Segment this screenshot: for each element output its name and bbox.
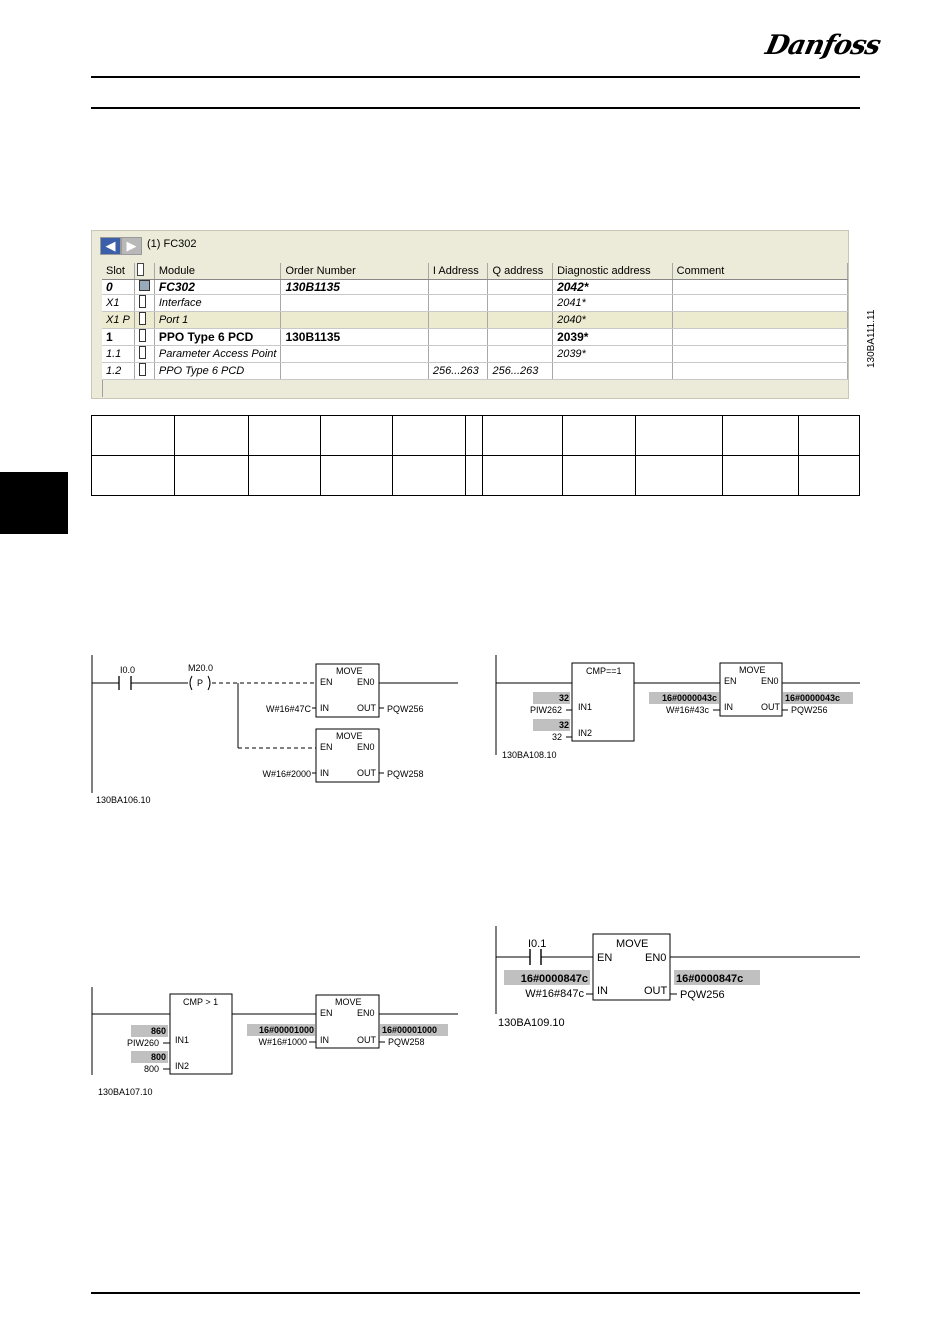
danfoss-logo: Danfoss: [762, 30, 883, 61]
diag-cell: 2042*: [553, 280, 673, 295]
back-arrow-icon[interactable]: ◀: [100, 237, 121, 255]
move-in-live: 16#0000847c: [520, 973, 588, 985]
comment-cell: [672, 280, 847, 295]
move-in: IN: [320, 1035, 329, 1045]
move2-title: MOVE: [336, 731, 363, 741]
diag-cell: 2040*: [553, 312, 673, 329]
move2-en: EN: [320, 742, 333, 752]
module-row[interactable]: [102, 346, 848, 363]
move-eno: EN0: [357, 1008, 375, 1018]
qaddr-cell: [488, 280, 553, 295]
fig106-code: 130BA106.10: [96, 795, 151, 805]
move-title: MOVE: [616, 938, 649, 950]
chapter-tab: [0, 472, 68, 534]
move1-in-value: W#16#47C: [265, 704, 311, 714]
move1-eno: EN0: [357, 677, 375, 687]
cmp-in1: IN1: [175, 1035, 190, 1045]
in1-src: PIW260: [126, 1038, 159, 1048]
move-eno: EN0: [761, 676, 779, 686]
header-rule-bottom: [91, 107, 860, 109]
module-row[interactable]: [102, 312, 848, 329]
in1-live: 32: [558, 693, 569, 703]
slot-cell: X1 P: [102, 312, 134, 329]
in2-src: 32: [551, 732, 562, 742]
move-in: IN: [597, 985, 608, 997]
col-slot: Slot: [102, 263, 134, 280]
move1-in: IN: [320, 703, 329, 713]
col-q-address: Q address: [488, 263, 553, 280]
cmp-title: CMP > 1: [183, 997, 219, 1007]
empty-grid-table: [91, 415, 860, 496]
in2-live: 32: [558, 720, 569, 730]
coil-symbol: P: [197, 678, 204, 688]
module-cell: PPO Type 6 PCD: [154, 329, 281, 346]
move-en: EN: [320, 1008, 333, 1018]
col-module: Module: [154, 263, 281, 280]
fig108-code: 130BA108.10: [502, 750, 557, 760]
diag-cell: 2039*: [553, 329, 673, 346]
move-eno: EN0: [645, 952, 667, 964]
move-out: OUT: [644, 985, 668, 997]
in2-src: 800: [143, 1064, 159, 1074]
move-out-live: 16#0000847c: [676, 973, 744, 985]
module-row[interactable]: [102, 329, 848, 346]
qaddr-cell: 256...263: [488, 363, 553, 380]
move1-title: MOVE: [336, 666, 363, 676]
module-cell: Parameter Access Point: [154, 346, 281, 363]
module-table-header: [102, 263, 848, 280]
iaddr-cell: [428, 329, 488, 346]
comment-cell: [672, 329, 847, 346]
move-out-live: 16#0000043c: [785, 693, 841, 703]
move-in: IN: [724, 702, 733, 712]
move1-out: OUT: [357, 703, 376, 713]
col-order-number: Order Number: [281, 263, 428, 280]
diag-cell: [553, 363, 673, 380]
move2-eno: EN0: [357, 742, 375, 752]
footer-rule: [91, 1292, 860, 1294]
move-out: OUT: [357, 1035, 376, 1045]
fig107-code: 130BA107.10: [98, 1087, 153, 1097]
iaddr-cell: [428, 312, 488, 329]
slot-cell: 1.2: [102, 363, 134, 380]
move-in-live: 16#0000043c: [661, 693, 717, 703]
move2-out-value: PQW258: [387, 769, 424, 779]
module-icon: [134, 346, 154, 363]
diag-cell: 2039*: [553, 346, 673, 363]
slot-cell: 1.1: [102, 346, 134, 363]
col-i-address: I Address: [428, 263, 488, 280]
ladder-fig106: [88, 655, 463, 810]
order-cell: [281, 295, 428, 312]
comment-cell: [672, 295, 847, 312]
move-title: MOVE: [335, 997, 362, 1007]
move-in-src: W#16#1000: [258, 1037, 307, 1047]
grid-row: [92, 456, 860, 496]
move-in-src: W#16#43c: [665, 705, 709, 715]
move-title: MOVE: [739, 665, 766, 675]
module-cell: Interface: [154, 295, 281, 312]
move-in-src: W#16#847c: [525, 988, 584, 1000]
module-cell: Port 1: [154, 312, 281, 329]
move-out-live: 16#00001000: [382, 1025, 438, 1035]
ladder-fig109: [494, 926, 864, 1031]
move-en: EN: [724, 676, 737, 686]
module-icon: [134, 280, 154, 295]
move2-in-value: W#16#2000: [262, 769, 311, 779]
cmp-in2: IN2: [175, 1061, 190, 1071]
contact-label: I0.0: [120, 665, 136, 675]
forward-arrow-icon[interactable]: ▶: [121, 237, 142, 255]
cmp-in1: IN1: [578, 702, 593, 712]
move-out-dst: PQW258: [388, 1037, 425, 1047]
comment-cell: [672, 346, 847, 363]
hw-config-panel: [91, 230, 849, 399]
comment-cell: [672, 312, 847, 329]
order-cell: [281, 312, 428, 329]
move-en: EN: [597, 952, 613, 964]
qaddr-cell: [488, 329, 553, 346]
move2-out: OUT: [357, 768, 376, 778]
qaddr-cell: [488, 312, 553, 329]
in1-live: 860: [150, 1026, 166, 1036]
in2-live: 800: [150, 1052, 166, 1062]
fig109-code: 130BA109.10: [498, 1017, 565, 1029]
module-row[interactable]: [102, 295, 848, 312]
in1-src: PIW262: [529, 705, 562, 715]
ladder-fig107: [88, 987, 463, 1099]
grid-row: [92, 416, 860, 456]
col-icon: [134, 263, 154, 280]
order-cell: [281, 346, 428, 363]
slot-cell: X1: [102, 295, 134, 312]
slot-cell: 1: [102, 329, 134, 346]
station-label: (1) FC302: [147, 238, 197, 250]
cmp-in2: IN2: [578, 728, 593, 738]
order-cell: 130B1135: [281, 329, 428, 346]
module-icon: [134, 329, 154, 346]
qaddr-cell: [488, 295, 553, 312]
move-out-dst: PQW256: [791, 705, 828, 715]
module-icon: [134, 295, 154, 312]
move2-in: IN: [320, 768, 329, 778]
cmp-title: CMP==1: [586, 666, 622, 676]
iaddr-cell: [428, 295, 488, 312]
module-row[interactable]: [102, 363, 848, 380]
qaddr-cell: [488, 346, 553, 363]
ladder-fig108: [494, 655, 864, 765]
move1-en: EN: [320, 677, 333, 687]
col-comment: Comment: [672, 263, 847, 280]
module-row[interactable]: [102, 280, 848, 295]
col-diagnostic-address: Diagnostic address: [553, 263, 673, 280]
comment-cell: [672, 363, 847, 380]
contact-label: I0.1: [528, 938, 547, 950]
move-out-dst: PQW256: [680, 989, 725, 1001]
coil-label: M20.0: [188, 663, 214, 673]
move-in-live: 16#00001000: [258, 1025, 314, 1035]
iaddr-cell: 256...263: [428, 363, 488, 380]
module-table: [102, 263, 848, 380]
diag-cell: 2041*: [553, 295, 673, 312]
iaddr-cell: [428, 280, 488, 295]
header-rule-top: [91, 76, 860, 78]
module-cell: PPO Type 6 PCD: [154, 363, 281, 380]
figure-code: 130BA111.11: [866, 309, 877, 368]
move1-out-value: PQW256: [387, 704, 424, 714]
order-cell: [281, 363, 428, 380]
move-out: OUT: [761, 702, 780, 712]
module-cell: FC302: [154, 280, 281, 295]
order-cell: 130B1135: [281, 280, 428, 295]
iaddr-cell: [428, 346, 488, 363]
module-icon: [134, 312, 154, 329]
slot-cell: 0: [102, 280, 134, 295]
module-icon: [134, 363, 154, 380]
